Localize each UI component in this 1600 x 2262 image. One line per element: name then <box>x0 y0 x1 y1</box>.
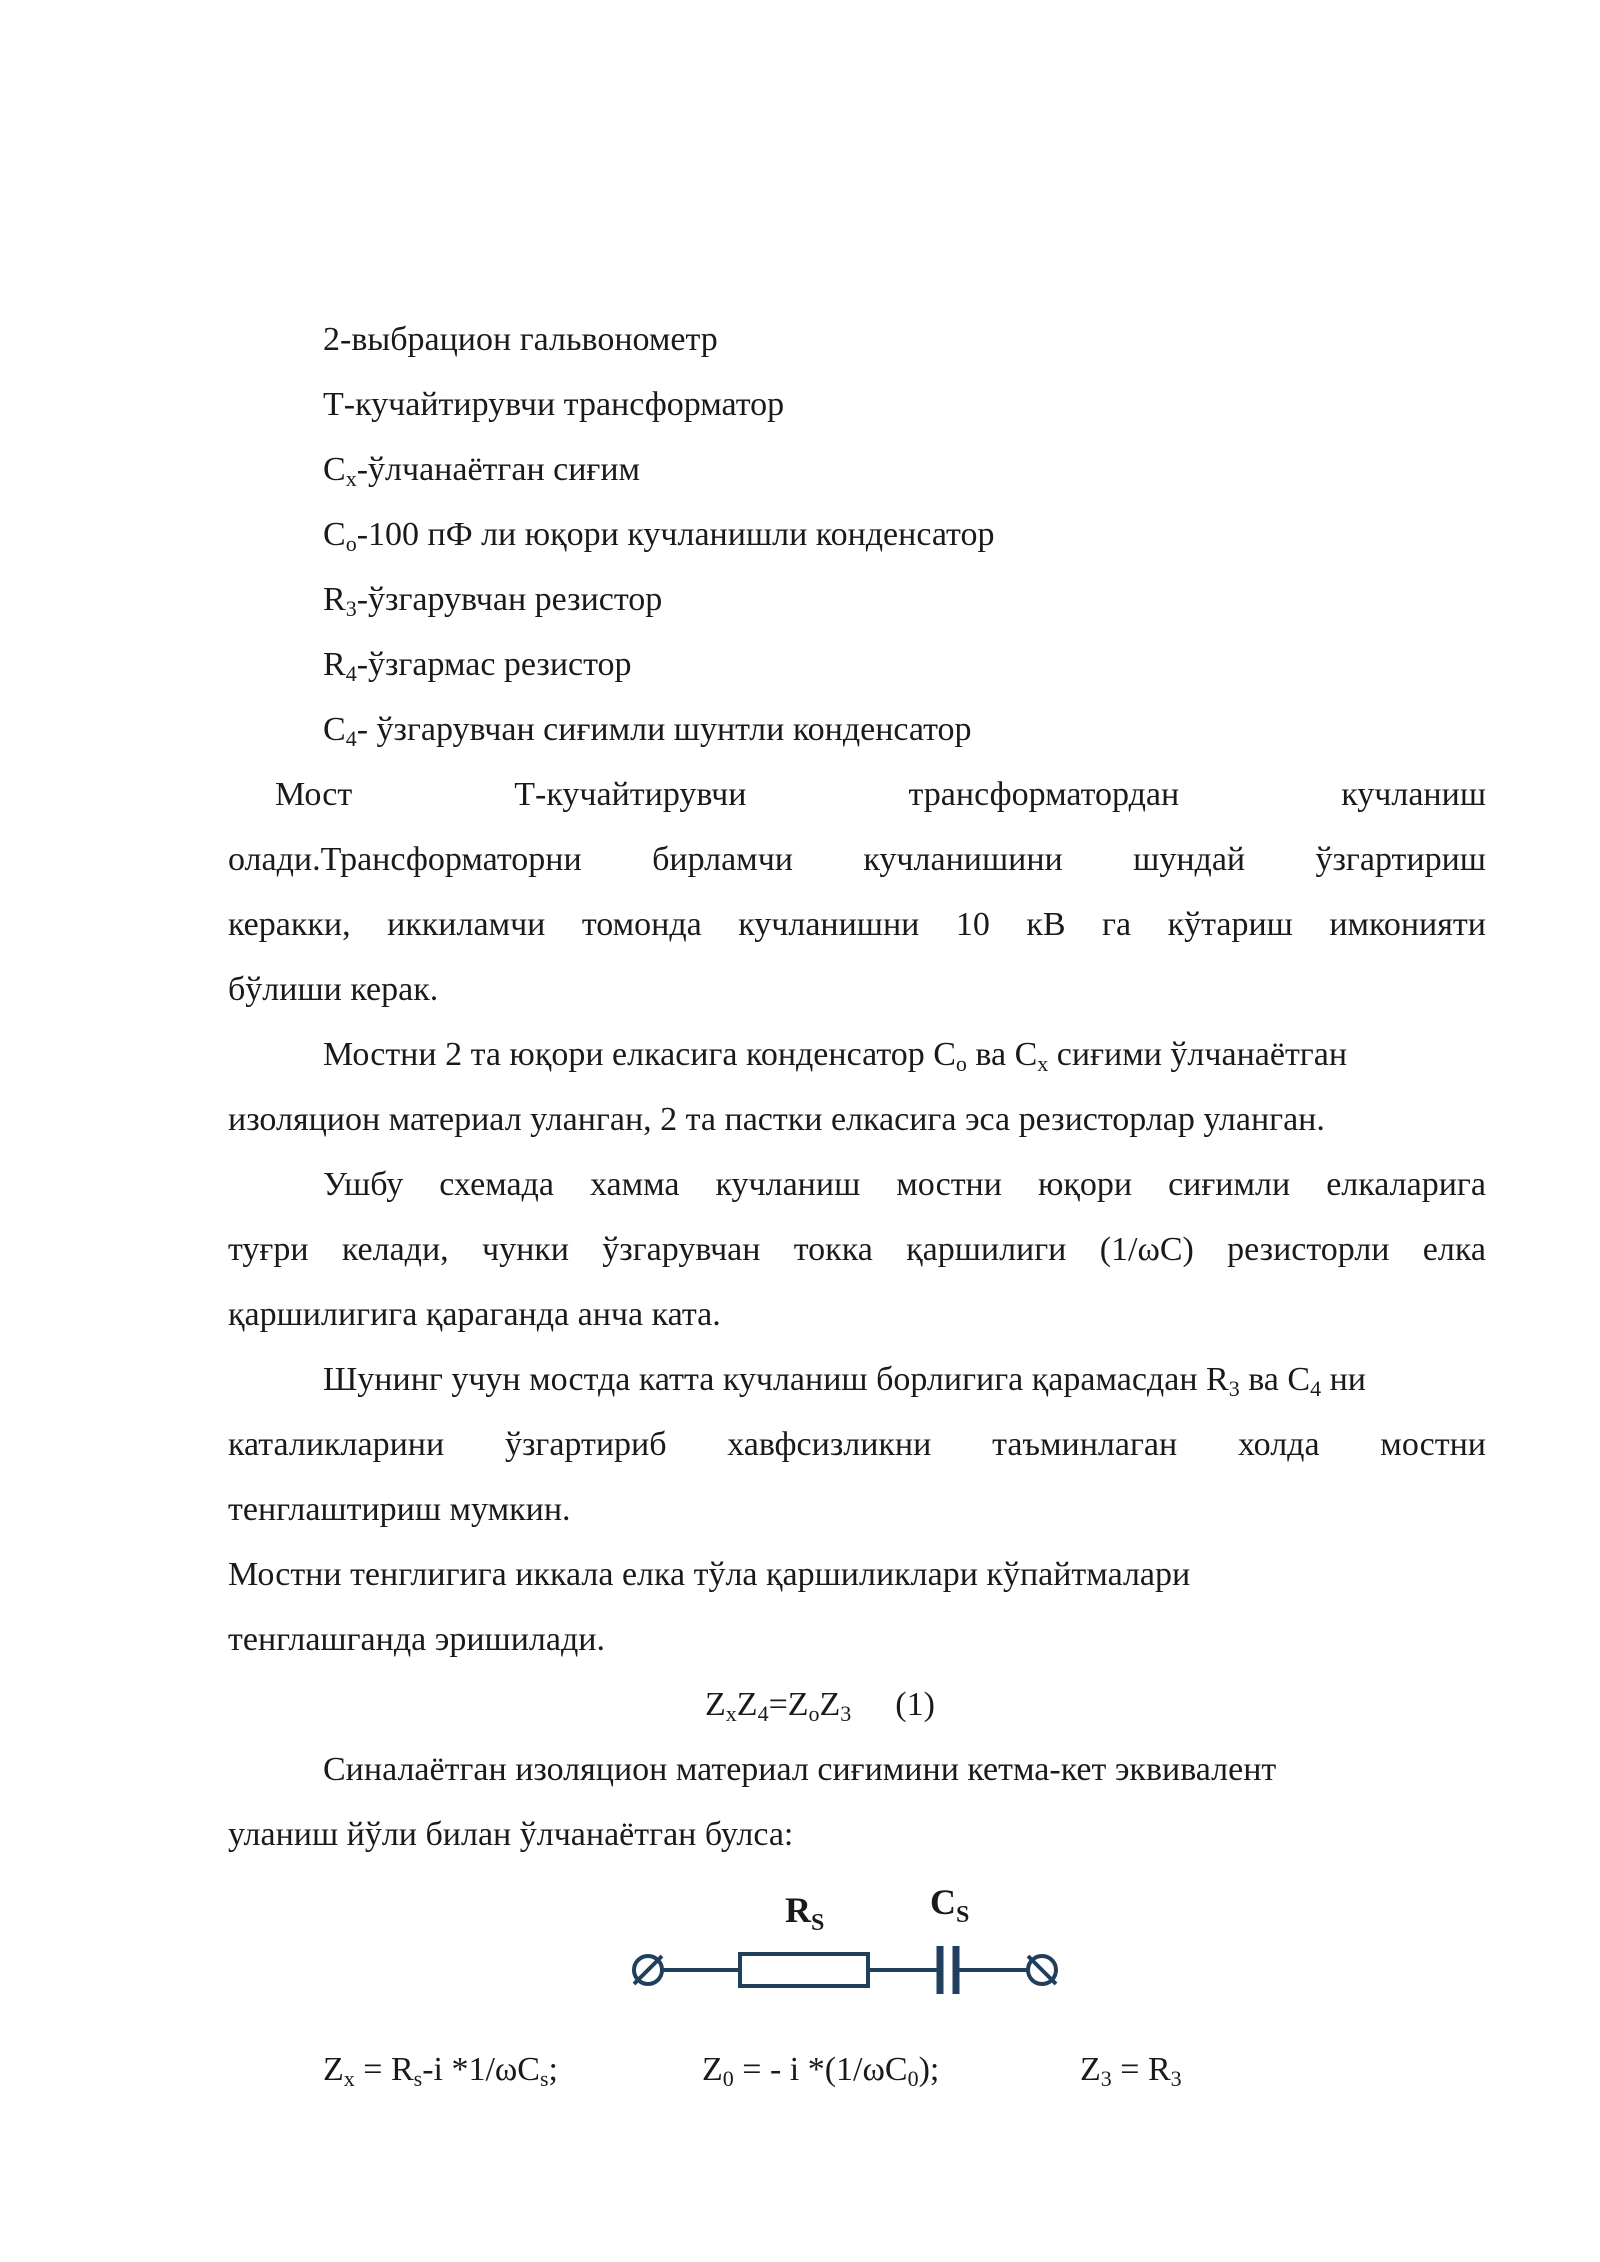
formula-z3: $Z_3 = R_3$ <box>1080 2051 1182 2091</box>
para6-line1: Синалаётган изоляцион материал сиғимини кетма-кет эквивалент <box>323 1751 1277 1788</box>
formula-zx: $Z_x = R_s-i$ $*1/\omega C_s$; <box>323 2051 558 2091</box>
legend-transformer: Т-кучайтирувчи трансформатор <box>323 386 785 423</box>
series-rc-circuit <box>620 1882 1090 2012</box>
para1-line4: бўлиши керак. <box>228 971 439 1008</box>
para6-line2: уланиш йўли билан ўлчанаётган булса: <box>228 1816 794 1853</box>
legend-r4: $R_4$-ўзгармас резистор <box>323 646 632 686</box>
para3-line3: қаршилигига қараганда анча ката. <box>228 1296 721 1333</box>
para4-line1: Шунинг учун мостда катта кучланиш борлигига қарамасдан $R_3$ ва $C_4$ ни <box>323 1361 1366 1401</box>
legend-c4: $C_4-$ ўзгарувчан сиғимли шунтли конденсатор <box>323 711 972 751</box>
legend-cx: $C_x$-ўлчанаётган сиғим <box>323 451 641 491</box>
legend-co: $C_o-100$ пФ ли юқори кучланишли конденсатор <box>323 516 995 556</box>
para4-line3: тенглаштириш мумкин. <box>228 1491 571 1528</box>
equation-number: (1) <box>895 1686 935 1723</box>
equation-1: $Z_xZ_4=Z_oZ_3$ (1) <box>705 1686 935 1726</box>
para2-line1: Мостни 2 та юқори елкасига конденсатор $C_o$ ва $C_x$ сиғими ўлчанаётган <box>323 1036 1348 1076</box>
para2-line2: изоляцион материал уланган, 2 та пастки елкасига эса резисторлар уланган. <box>228 1101 1325 1138</box>
para5-line2: тенглашганда эришилади. <box>228 1621 605 1658</box>
para3-line1: Ушбу схемада хамма кучланиш мостни юқори сиғимли елкаларига <box>323 1166 1486 1203</box>
para1-line1: Мост Т-кучайтирувчи трансформатордан кучланиш <box>275 776 1486 813</box>
para1-line3: керакки, иккиламчи томонда кучланишни 10 кВ га кўтариш имконияти <box>228 906 1486 943</box>
legend-r3: $R_3$-ўзгарувчан резистор <box>323 581 663 621</box>
para4-line2: каталикларини ўзгартириб хавфсизликни таъминлаган холда мостни <box>228 1426 1486 1463</box>
resistor-rs <box>740 1954 868 1986</box>
para1-line2: олади.Трансформаторни бирламчи кучланишини шундай ўзгартириш <box>228 841 1486 878</box>
formula-z0: $Z_0$ = - i $*(1/\omega C_0)$; <box>702 2051 940 2091</box>
rs-label: $R_S$ <box>785 1890 825 1936</box>
para5-line1: Мостни тенглигига иккала елка тўла қаршиликлари кўпайтмалари <box>228 1556 1191 1593</box>
legend-galvanometer: 2-выбрацион гальвонометр <box>323 321 718 358</box>
cs-label: $C_S$ <box>930 1882 970 1928</box>
para3-line2: туғри келади, чунки ўзгарувчан токка қаршилиги (1/ωC) резисторли елка <box>228 1231 1486 1268</box>
